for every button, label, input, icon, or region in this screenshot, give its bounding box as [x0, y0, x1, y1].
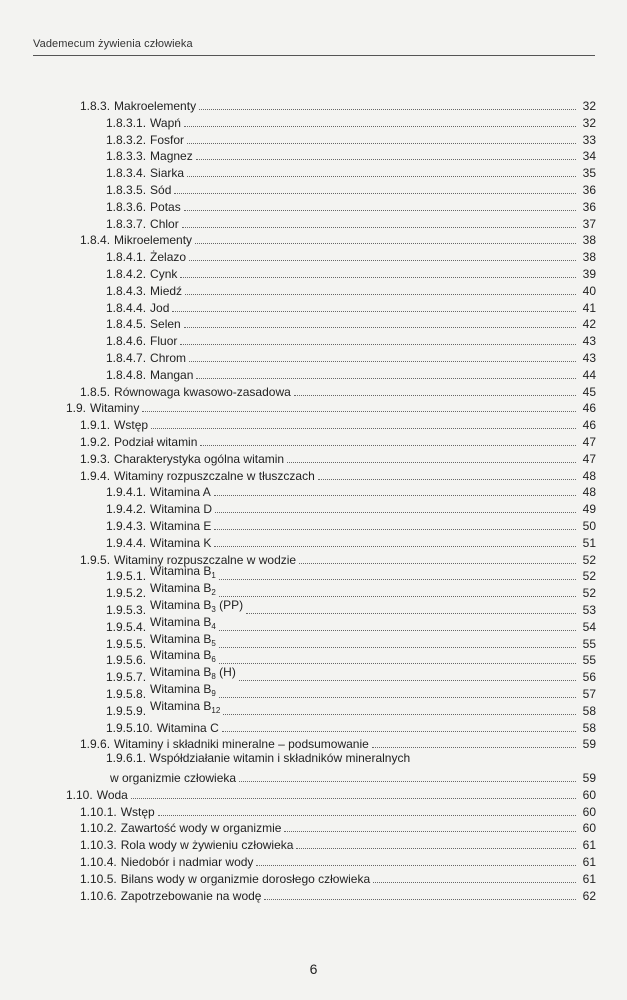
toc-entry[interactable] — [106, 214, 596, 231]
toc-entry-number: 1.8.4.7. — [106, 351, 147, 365]
toc-entry[interactable] — [106, 516, 596, 533]
toc-entry-number: 1.9.5.6. — [106, 653, 147, 668]
toc-page-number: 48 — [582, 468, 596, 483]
toc-entry-number: 1.9.5.2. — [106, 586, 147, 601]
toc-entry-title — [150, 317, 181, 331]
toc-page-number: 38 — [582, 250, 596, 265]
toc-entry-title — [114, 469, 315, 483]
toc-entry-number: 1.8.3.5. — [106, 183, 147, 197]
toc-entry-title-text: Zapotrzebowanie na wodę — [120, 888, 262, 903]
toc-entry-number: 1.10.3. — [80, 838, 117, 853]
vitamin-subscript: 6 — [211, 655, 216, 665]
toc-entry-title — [150, 183, 171, 197]
page-number: 6 — [309, 961, 318, 977]
toc-page-number: 32 — [582, 99, 596, 113]
toc-entry[interactable] — [80, 835, 596, 852]
toc-entry-title-text: Magnez — [150, 149, 193, 164]
toc-page-number: 46 — [582, 401, 596, 416]
toc-page-number: 40 — [582, 283, 596, 298]
toc-entry[interactable] — [80, 734, 596, 751]
toc-entry[interactable] — [106, 264, 596, 281]
toc-entry-title-suffix: (H) — [215, 665, 236, 680]
dot-leader — [223, 714, 576, 715]
toc-entry-number: 1.8.4.1. — [106, 250, 147, 265]
toc-entry[interactable] — [110, 768, 596, 785]
toc-entry-number: 1.10.1. — [80, 804, 117, 819]
toc-entry-title — [114, 435, 197, 449]
toc-page-number: 43 — [582, 351, 596, 365]
toc-page-number: 58 — [582, 720, 596, 735]
toc-entry-title-text: Chrom — [150, 351, 187, 365]
toc-page-number: 52 — [582, 586, 596, 601]
toc-page-number: 43 — [582, 334, 596, 349]
toc-page-number: 36 — [582, 183, 596, 197]
toc-entry-title — [150, 133, 184, 147]
toc-entry-title-continued: w organizmie człowieka — [110, 771, 237, 785]
dot-leader — [373, 882, 576, 883]
toc-entry-title — [150, 267, 177, 281]
toc-entry[interactable] — [106, 247, 596, 264]
dot-leader — [195, 243, 576, 244]
toc-entry-title — [150, 368, 193, 382]
toc-entry-title — [114, 452, 284, 466]
toc-entry[interactable] — [106, 698, 596, 718]
toc-page-number: 52 — [582, 552, 596, 567]
toc-page-number: 44 — [582, 367, 596, 382]
toc-entry-title — [150, 301, 169, 315]
toc-entry-title-text: Cynk — [150, 267, 178, 281]
toc-page-number: 57 — [582, 687, 596, 701]
toc-entry[interactable] — [106, 348, 596, 365]
toc-entry-number: 1.8.3.6. — [106, 199, 147, 214]
dot-leader — [318, 479, 576, 480]
toc-entry[interactable] — [106, 365, 596, 382]
running-head: Vademecum żywienia człowieka — [33, 38, 193, 50]
toc-page-number: 50 — [582, 519, 596, 533]
toc-entry-title: Współdziałanie witamin i składników mineralnych — [146, 751, 411, 766]
toc-page-number: 36 — [582, 199, 596, 214]
dot-leader — [239, 680, 576, 681]
toc-page-number: 42 — [582, 317, 596, 332]
dot-leader — [180, 344, 576, 345]
toc-entry[interactable] — [106, 130, 596, 147]
dot-leader — [299, 563, 576, 564]
toc-page-number: 60 — [582, 821, 596, 836]
toc-entry-title — [150, 351, 186, 365]
toc-entry-number: 1.10.6. — [80, 888, 117, 903]
toc-entry-number: 1.8.5. — [80, 384, 111, 399]
toc-entry-number: 1.9.5.10. — [106, 720, 153, 735]
toc-page-number: 32 — [582, 115, 596, 130]
toc-page-number: 61 — [582, 838, 596, 853]
toc-entry-title-text: Witamina B — [150, 581, 212, 596]
toc-entry-title — [97, 788, 128, 802]
toc-entry-title — [114, 385, 291, 399]
toc-entry-title-text: Witamina B — [150, 648, 212, 663]
toc-page-number: 45 — [582, 384, 596, 399]
toc-entry[interactable] — [80, 802, 596, 819]
dot-leader — [246, 613, 576, 614]
toc-entry-title-text: Potas — [150, 199, 181, 214]
toc-entry[interactable] — [66, 785, 596, 802]
toc-entry[interactable] — [106, 533, 596, 550]
toc-page-number: 59 — [582, 771, 596, 785]
toc-entry-title — [121, 889, 262, 903]
toc-entry-title-text: Rola wody w żywieniu człowieka — [120, 838, 294, 853]
dot-leader — [189, 260, 576, 261]
vitamin-subscript: 1 — [211, 571, 216, 581]
toc-entry-title-text: Makroelementy — [114, 99, 197, 113]
toc-entry-number: 1.8.3.3. — [106, 149, 147, 164]
dot-leader — [219, 697, 576, 698]
toc-entry-title-text: Witaminy — [90, 401, 140, 416]
toc-page-number: 55 — [582, 653, 596, 668]
toc-entry-title-text: Witamina B — [150, 682, 212, 696]
toc-entry-title — [157, 721, 219, 735]
toc-entry-title — [150, 485, 211, 499]
dot-leader — [219, 663, 576, 664]
toc-entry-title-text: Witaminy rozpuszczalne w tłuszczach — [114, 468, 315, 483]
toc-entry-number: 1.8.4.8. — [106, 367, 147, 382]
toc-entry[interactable] — [80, 869, 596, 886]
toc-entry[interactable] — [80, 449, 596, 466]
toc-entry-title-text: Fosfor — [150, 132, 185, 147]
toc-page-number: 51 — [582, 535, 596, 550]
toc-page-number: 34 — [582, 149, 596, 164]
dot-leader — [180, 277, 576, 278]
toc-entry-title-text: Witamina C — [156, 720, 219, 735]
dot-leader — [196, 159, 576, 160]
toc-page-number: 41 — [582, 300, 596, 315]
toc-entry-title — [121, 805, 155, 819]
dot-leader — [219, 596, 576, 597]
toc-entry[interactable] — [106, 163, 596, 180]
dot-leader — [214, 495, 576, 496]
toc-entry[interactable] — [106, 499, 596, 516]
dot-leader — [214, 546, 576, 547]
dot-leader — [184, 210, 576, 211]
toc-entry-title-text: Witaminy i składniki mineralne – podsumowanie — [114, 737, 369, 752]
toc-entry-number: 1.8.4. — [80, 233, 111, 248]
toc-entry-title-text: Podział witamin — [114, 435, 198, 449]
vitamin-subscript: 5 — [211, 638, 216, 648]
toc-entry-title-text: Witamina A — [150, 485, 211, 500]
toc-page-number: 60 — [582, 804, 596, 819]
toc-entry-number: 1.9.5.7. — [106, 670, 147, 685]
dot-leader — [184, 327, 576, 328]
toc-entry-title — [121, 872, 370, 886]
dot-leader — [287, 462, 576, 463]
toc-entry-title-text: Chlor — [150, 216, 179, 231]
dot-leader — [151, 428, 576, 429]
toc-entry-title-text: Fluor — [150, 334, 178, 349]
dot-leader — [184, 126, 576, 127]
toc-entry-title-text: Witamina B — [150, 564, 212, 579]
toc-entry-number: 1.9.4. — [80, 468, 111, 483]
toc-entry-title-text: Witamina B — [150, 598, 212, 612]
toc-entry[interactable] — [106, 298, 596, 315]
dot-leader — [187, 143, 576, 144]
toc-entry-number: 1.8.3.2. — [106, 132, 147, 147]
toc-entry-number: 1.8.3.1. — [106, 115, 147, 130]
toc-page-number: 33 — [582, 132, 596, 147]
toc-page-number: 46 — [582, 418, 596, 433]
toc-entry[interactable] — [80, 818, 596, 835]
dot-leader — [200, 445, 576, 446]
vitamin-subscript: 3 — [211, 605, 216, 614]
vitamin-subscript: 2 — [211, 588, 216, 598]
toc-entry[interactable] — [80, 886, 596, 903]
dot-leader — [131, 798, 576, 799]
toc-entry[interactable] — [80, 432, 596, 449]
toc-entry-title-text: Niedobór i nadmiar wody — [120, 855, 254, 869]
toc-entry-number: 1.10.2. — [80, 821, 117, 836]
toc-page-number: 54 — [582, 619, 596, 634]
toc-entry-title — [150, 284, 182, 298]
toc-entry[interactable] — [80, 230, 596, 247]
toc-entry-title-text: Mikroelementy — [114, 233, 193, 248]
toc-entry-title-text: Woda — [96, 787, 128, 802]
toc-entry[interactable] — [106, 113, 596, 130]
toc-entry-title — [150, 334, 177, 348]
toc-entry[interactable] — [80, 96, 596, 113]
toc-entry-line — [106, 751, 410, 765]
toc-entry-title-text: Witamina D — [150, 502, 213, 517]
toc-page-number: 53 — [582, 603, 596, 617]
toc-entry-number: 1.9.3. — [80, 451, 111, 466]
toc-entry-number: 1.8.4.5. — [106, 317, 147, 332]
toc-entry-title-text: Charakterystyka ogólna witamin — [114, 451, 285, 466]
toc-entry-number: 1.9.4.2. — [106, 502, 147, 517]
toc-entry-title — [90, 401, 139, 415]
toc-entry-number: 1.9.5.4. — [106, 619, 147, 634]
toc-entry-number: 1.9.1. — [80, 418, 111, 433]
toc-entry-title-text: Bilans wody w organizmie dorosłego człowieka — [120, 871, 371, 886]
toc-page-number: 39 — [582, 267, 596, 281]
toc-entry-title — [150, 217, 179, 231]
toc-entry-title-text: Zawartość wody w organizmie — [120, 821, 282, 836]
toc-page-number: 60 — [582, 787, 596, 802]
toc-entry[interactable] — [106, 281, 596, 298]
toc-entry-number: 1.9.5.5. — [106, 636, 147, 651]
toc-entry-number: 1.8.3. — [80, 99, 111, 113]
toc-entry-number: 1.8.4.3. — [106, 283, 147, 298]
toc-entry-title — [121, 838, 294, 852]
toc-page-number: 61 — [582, 871, 596, 886]
dot-leader — [296, 848, 576, 849]
toc-page-number: 52 — [582, 569, 596, 584]
toc-entry[interactable] — [106, 180, 596, 197]
toc-entry-title-text: Witamina B — [150, 698, 212, 713]
toc-entry-title — [121, 821, 282, 835]
toc-entry-title — [150, 502, 212, 516]
toc-entry-title-text: Witamina E — [150, 519, 212, 533]
toc-entry-number: 1.9.5.1. — [106, 569, 147, 584]
toc-entry-number: 1.8.3.7. — [106, 216, 147, 231]
toc-entry-number: 1.8.4.2. — [106, 267, 147, 281]
dot-leader — [264, 899, 576, 900]
toc-page-number: 47 — [582, 435, 596, 449]
dot-leader — [222, 731, 576, 732]
toc-entry-title-text: Miedź — [150, 283, 183, 298]
toc-entry-number: 1.9.4.1. — [106, 485, 147, 500]
toc-page-number: 62 — [582, 888, 596, 903]
toc-entry-number: 1.10. — [66, 787, 93, 802]
dot-leader — [196, 378, 576, 379]
toc-entry[interactable] — [80, 382, 596, 399]
toc-entry-title-text: Witamina K — [150, 535, 212, 550]
toc-entry-title — [114, 737, 369, 751]
vitamin-subscript: 12 — [211, 705, 221, 715]
dot-leader — [256, 865, 576, 866]
toc-entry-title-text: Witamina B — [150, 631, 212, 646]
toc-entry-title-text: Wapń — [150, 115, 181, 130]
toc-entry-number: 1.8.3.4. — [106, 166, 147, 181]
dot-leader — [219, 579, 576, 580]
dot-leader — [182, 227, 576, 228]
vitamin-subscript: 8 — [211, 672, 216, 682]
toc-page-number: 59 — [582, 737, 596, 752]
toc-entry[interactable] — [80, 415, 596, 432]
toc-page-number: 61 — [582, 855, 596, 869]
toc-entry-title-text: Selen — [150, 317, 181, 332]
dot-leader — [189, 361, 576, 362]
toc-entry-title — [150, 699, 220, 718]
header-rule — [33, 55, 595, 56]
toc-entry-number: 1.9.5. — [80, 552, 111, 567]
toc-entry-number: 1.10.4. — [80, 855, 117, 869]
dot-leader — [284, 831, 576, 832]
toc-page-number: 47 — [582, 451, 596, 466]
toc-entry-title-suffix: (PP) — [215, 598, 244, 612]
vitamin-subscript: 9 — [211, 689, 216, 698]
dot-leader — [215, 512, 576, 513]
dot-leader — [219, 630, 576, 631]
toc-entry-title — [114, 233, 192, 247]
toc-page-number: 55 — [582, 636, 596, 651]
toc-entry-title — [150, 519, 211, 533]
dot-leader — [172, 311, 576, 312]
toc-entry-title — [121, 855, 254, 869]
toc-entry-number: 1.9.6. — [80, 737, 111, 752]
toc-entry-number: 1.9.6.1. — [106, 751, 147, 766]
dot-leader — [174, 193, 576, 194]
toc-entry-title — [150, 149, 193, 163]
toc-entry[interactable] — [66, 398, 596, 415]
toc-page-number: 37 — [582, 216, 596, 231]
toc-entry-title-text: Sód — [150, 183, 172, 197]
dot-leader — [142, 411, 576, 412]
dot-leader — [187, 176, 576, 177]
toc-entry-title — [114, 418, 148, 432]
dot-leader — [239, 781, 576, 782]
dot-leader — [372, 747, 576, 748]
toc-entry-title-text: Witamina B — [150, 665, 212, 680]
toc-entry-title-text: Witaminy rozpuszczalne w wodzie — [114, 552, 297, 567]
toc-entry-title — [114, 99, 196, 113]
toc-entry-number: 1.9.4.4. — [106, 535, 147, 550]
toc-entry-title — [150, 536, 211, 550]
toc-entry-number: 1.10.5. — [80, 871, 117, 886]
toc-entry-title — [150, 166, 184, 180]
dot-leader — [199, 109, 576, 110]
toc-entry-title — [150, 250, 186, 264]
toc-entry[interactable] — [106, 482, 596, 499]
toc-page-number: 38 — [582, 233, 596, 248]
toc-page-number: 58 — [582, 703, 596, 718]
toc-entry-number: 1.9.2. — [80, 435, 111, 449]
toc-entry-number: 1.8.4.6. — [106, 334, 147, 349]
toc-page-number: 49 — [582, 502, 596, 517]
toc-entry-title-text: Wstęp — [114, 418, 149, 433]
toc-entry[interactable] — [106, 314, 596, 331]
toc-entry[interactable] — [106, 331, 596, 348]
toc-page-number: 35 — [582, 166, 596, 181]
toc-entry-title-text: Wstęp — [120, 804, 155, 819]
toc-entry[interactable] — [106, 146, 596, 163]
toc-entry-number: 1.9.5.3. — [106, 603, 147, 617]
toc-page-number: 56 — [582, 670, 596, 685]
vitamin-subscript: 4 — [211, 621, 216, 631]
toc-entry-title-text: Witamina B — [150, 614, 212, 629]
toc-entry-number: 1.8.4.4. — [106, 300, 147, 315]
toc-entry-title-text: Jod — [150, 300, 170, 315]
dot-leader — [158, 815, 576, 816]
toc-entry[interactable] — [80, 852, 596, 869]
dot-leader — [294, 395, 576, 396]
dot-leader — [219, 647, 576, 648]
toc-entry-title-text: Żelazo — [150, 250, 187, 265]
toc-entry[interactable] — [106, 197, 596, 214]
toc-entry[interactable] — [80, 466, 596, 483]
toc-entry-title-text: Równowaga kwasowo-zasadowa — [114, 384, 291, 399]
toc-entry[interactable] — [106, 718, 596, 735]
dot-leader — [185, 294, 576, 295]
toc-entry-title-text: Mangan — [150, 367, 194, 382]
toc-entry-number: 1.9.5.9. — [106, 703, 147, 718]
toc-entry-title — [150, 116, 181, 130]
toc-page-number: 48 — [582, 485, 596, 500]
toc-entry-number: 1.9.4.3. — [106, 519, 147, 533]
dot-leader — [214, 529, 576, 530]
toc-entry-number: 1.9. — [66, 401, 87, 416]
toc-entry-number: 1.9.5.8. — [106, 687, 147, 701]
toc-entry-title — [150, 200, 181, 214]
toc-entry-title-text: Siarka — [150, 166, 185, 181]
